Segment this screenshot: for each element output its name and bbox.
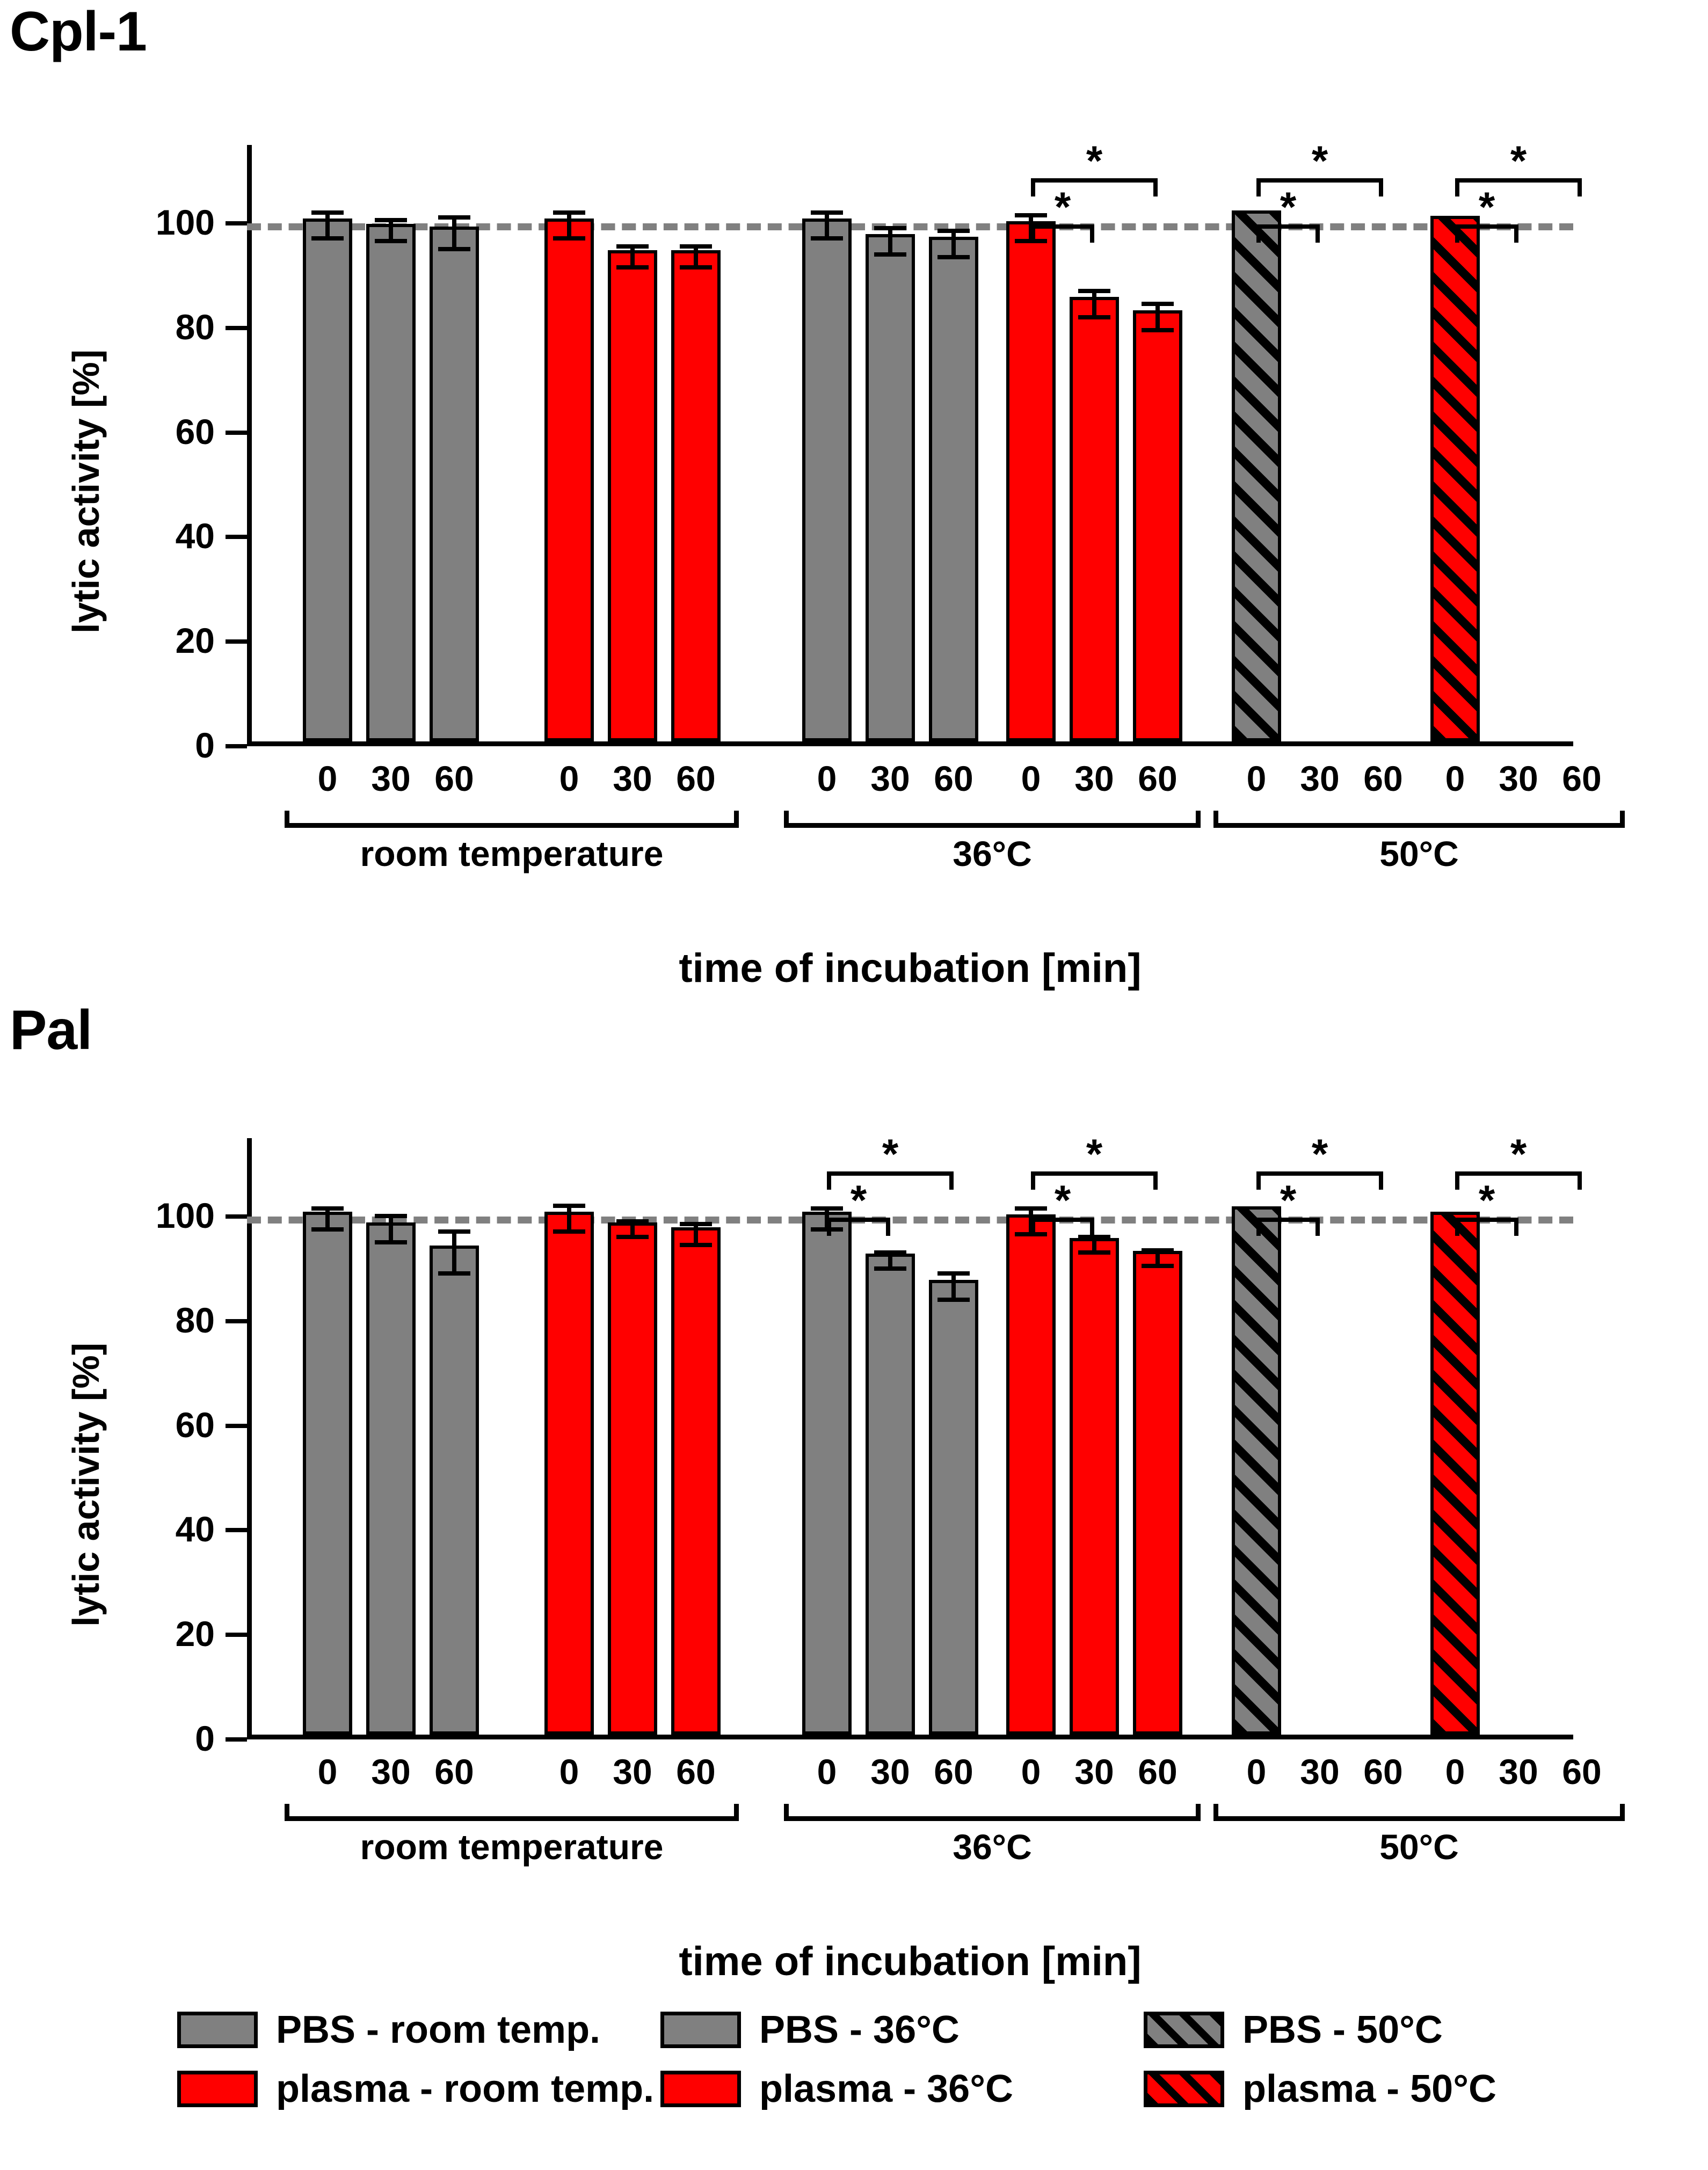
error-bar-cap [375,1240,407,1244]
error-bar-cap [311,236,344,241]
bar [1070,297,1119,741]
error-bar-cap [874,252,906,257]
error-bar-cap [1142,302,1174,306]
legend-item-pbs-36c [660,2008,1144,2052]
error-bar-cap [553,210,585,215]
y-tick [226,1424,247,1428]
x-tick-label: 60 [934,759,973,798]
significance-star: * [1086,1130,1103,1177]
y-tick [226,431,247,435]
axes [155,137,1602,873]
bar [303,219,352,741]
group-bracket [285,811,739,828]
legend-item-pbs-room-temp [177,2008,660,2052]
error-bar-cap [680,1222,712,1226]
x-tick-label: 30 [371,1752,411,1792]
error-bar-cap [438,1229,470,1234]
x-tick-label: 0 [317,1752,338,1792]
axes [155,1130,1602,1867]
legend-item-pbs-50c [1144,2008,1627,2052]
error-bar-cap [616,244,649,249]
error-bar-cap [1142,328,1174,332]
bar [1133,310,1182,741]
x-tick-label: 0 [817,1752,837,1792]
x-tick-label: 60 [1138,759,1178,798]
x-tick-label: 60 [1562,759,1602,798]
bar [802,1212,852,1735]
bar [366,224,416,741]
legend [177,2008,1681,2126]
legend-label-pbs-50c: PBS - 50°C [1242,2008,1443,2051]
x-tick-label: 0 [1021,759,1041,798]
legend-item-plasma-36c [660,2067,1144,2111]
y-tick-label: 40 [175,516,215,556]
significance-star: * [1478,1176,1495,1224]
error-bar-cap [811,210,843,215]
error-bar-cap [811,236,843,241]
y-tick [226,326,247,330]
x-tick-label: 30 [1499,1752,1538,1792]
legend-item-plasma-50c [1144,2067,1627,2111]
error-bar-cap [811,1206,843,1211]
bar [608,1222,657,1735]
error-bar-cap [680,244,712,249]
x-tick-label: 60 [434,759,474,798]
y-tick [226,1737,247,1742]
error-bar-cap [1078,315,1110,319]
error-bar-cap [1015,1206,1047,1211]
y-tick [226,744,247,748]
x-tick-label: 30 [1300,1752,1340,1792]
x-tick-label: 0 [1445,759,1465,798]
significance-star: * [1086,137,1103,184]
y-tick-label: 60 [175,411,215,452]
error-bar-cap [1142,1248,1174,1253]
error-bar-cap [438,1271,470,1276]
error-bar-cap [937,1271,970,1276]
group-label: 36°C [953,1827,1032,1867]
x-tick-label: 0 [559,1752,579,1792]
error-bar-cap [680,1243,712,1247]
y-tick-label: 80 [175,1300,215,1340]
y-tick-label: 100 [155,202,215,243]
x-tick-label: 60 [676,1752,716,1792]
legend-label-plasma-50c: plasma - 50°C [1242,2067,1496,2110]
error-bar-cap [553,236,585,241]
y-tick [226,639,247,644]
x-axis-line [247,1735,1573,1739]
bar [544,1212,594,1735]
legend-label-plasma-room-temp: plasma - room temp. [276,2067,655,2110]
bar [802,219,852,741]
bar [1430,1212,1480,1735]
x-tick-label: 30 [1074,759,1114,798]
x-tick-label: 0 [559,759,579,798]
significance-star: * [1054,1176,1071,1224]
error-bar-cap [937,229,970,233]
bar [929,237,978,741]
error-bar [452,215,456,246]
error-bar-cap [874,226,906,230]
group-label: room temperature [360,1827,664,1867]
bar [1133,1251,1182,1735]
bar [430,227,479,741]
plot-area-cpl1 [155,137,1602,873]
x-axis-label-pal: time of incubation [min] [679,1939,1142,1984]
error-bar-cap [937,255,970,259]
error-bar-cap [375,218,407,222]
x-tick-label: 30 [1499,759,1538,798]
y-tick-label: 40 [175,1509,215,1549]
x-tick-label: 60 [1138,1752,1178,1792]
x-tick-label: 0 [1445,1752,1465,1792]
significance-star: * [850,1176,867,1224]
significance-star: * [1510,137,1527,184]
y-tick-label: 0 [195,725,215,765]
bar [929,1280,978,1735]
y-tick-label: 100 [155,1196,215,1236]
error-bar-cap [553,1229,585,1234]
x-tick-label: 30 [613,1752,652,1792]
legend-label-plasma-36c: plasma - 36°C [759,2067,1013,2110]
significance-star: * [1280,1176,1297,1224]
x-tick-label: 30 [870,759,910,798]
group-bracket [1213,1804,1625,1821]
group-label: 36°C [953,834,1032,873]
x-tick-label: 30 [1300,759,1340,798]
bar [866,1254,915,1735]
legend-label-pbs-36c: PBS - 36°C [759,2008,960,2051]
error-bar-cap [616,265,649,270]
x-tick-label: 0 [817,759,837,798]
bar [608,250,657,741]
significance-star: * [1510,1130,1527,1177]
bar [366,1222,416,1735]
significance-star: * [882,1130,899,1177]
x-axis-line [247,741,1573,746]
bar [430,1246,479,1735]
legend-swatch-plasma-room-temp [177,2071,258,2107]
legend-item-plasma-room-temp [177,2067,660,2111]
y-tick [226,1319,247,1323]
error-bar-cap [680,265,712,270]
error-bar-cap [616,1219,649,1224]
bar [1430,216,1480,741]
group-label: 50°C [1379,834,1459,873]
legend-row-plasma [177,2067,1681,2111]
y-tick-label: 0 [195,1718,215,1758]
y-tick [226,221,247,225]
panel-title-cpl1: Cpl-1 [10,1,147,63]
bar [544,219,594,741]
error-bar-cap [375,239,407,243]
y-axis-line [247,1138,252,1739]
y-tick-label: 20 [175,621,215,661]
x-tick-label: 0 [1021,1752,1041,1792]
error-bar-cap [1142,1264,1174,1268]
y-axis-label-pal: lytic activity [%] [65,1342,107,1627]
x-tick-label: 30 [371,759,411,798]
bar [671,1227,721,1735]
group-label: 50°C [1379,1827,1459,1867]
x-tick-label: 60 [434,1752,474,1792]
panel-title-pal: Pal [10,999,92,1061]
y-tick [226,1214,247,1219]
error-bar-cap [311,1227,344,1232]
group-bracket [784,811,1201,828]
legend-swatch-pbs-50c [1144,2012,1224,2048]
error-bar-cap [438,215,470,220]
x-tick-label: 60 [1363,759,1403,798]
group-label: room temperature [360,834,664,873]
y-tick [226,1528,247,1532]
bar [1232,1206,1281,1735]
group-bracket [784,1804,1201,1821]
x-tick-label: 60 [1562,1752,1602,1792]
group-bracket [285,1804,739,1821]
error-bar-cap [1078,1250,1110,1255]
significance-star: * [1280,183,1297,230]
x-tick-label: 30 [613,759,652,798]
reference-line-100 [247,1217,1573,1224]
bar [1232,210,1281,741]
group-bracket [1213,811,1625,828]
error-bar-cap [311,210,344,215]
x-tick-label: 60 [676,759,716,798]
x-tick-label: 0 [1246,1752,1267,1792]
error-bar-cap [375,1214,407,1218]
x-tick-label: 60 [1363,1752,1403,1792]
error-bar-cap [937,1298,970,1302]
bar [1006,1214,1056,1735]
bar [303,1212,352,1735]
error-bar-cap [616,1235,649,1239]
error-bar-cap [1015,213,1047,217]
plot-area-pal [155,1130,1602,1867]
x-tick-label: 0 [317,759,338,798]
significance-star: * [1478,183,1495,230]
y-tick [226,535,247,539]
significance-star: * [1054,183,1071,230]
error-bar-cap [874,1250,906,1255]
significance-star: * [1311,137,1328,184]
x-tick-label: 30 [1074,1752,1114,1792]
bar [1006,221,1056,741]
bar [1070,1238,1119,1735]
error-bar-cap [438,247,470,251]
legend-swatch-pbs-room-temp [177,2012,258,2048]
error-bar-cap [1078,289,1110,293]
legend-swatch-plasma-36c [660,2071,741,2107]
y-tick [226,1633,247,1637]
x-tick-label: 60 [934,1752,973,1792]
error-bar-cap [553,1204,585,1208]
error-bar-cap [311,1206,344,1211]
y-axis-label-cpl1: lytic activity [%] [65,349,107,633]
error-bar-cap [874,1266,906,1271]
x-tick-label: 30 [870,1752,910,1792]
legend-swatch-plasma-50c [1144,2071,1224,2107]
bar [866,234,915,741]
y-tick-label: 80 [175,307,215,347]
chart-panel-cpl1 [0,0,1708,1020]
y-tick-label: 20 [175,1614,215,1654]
bar [671,250,721,741]
significance-star: * [1311,1130,1328,1177]
legend-swatch-pbs-36c [660,2012,741,2048]
x-axis-label-cpl1: time of incubation [min] [679,945,1142,991]
legend-row-pbs [177,2008,1681,2052]
error-bar [452,1229,456,1271]
y-tick-label: 60 [175,1404,215,1445]
legend-label-pbs-room-temp: PBS - room temp. [276,2008,601,2051]
y-axis-line [247,145,252,746]
x-tick-label: 0 [1246,759,1267,798]
